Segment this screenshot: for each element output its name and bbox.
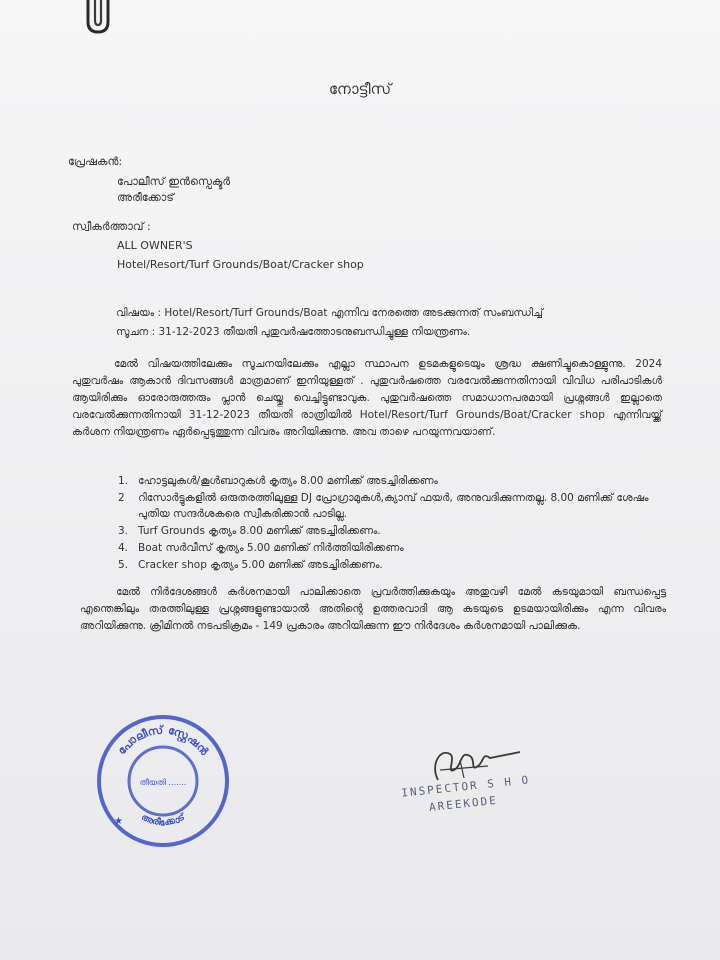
to-line1: ALL OWNER'S bbox=[117, 239, 193, 252]
list-item-text: ഹോട്ടലുകൾ/കൂൾബാറുകൾ കൃത്യം 8.00 മണിക്ക് അടച്ചിരിക്കണം bbox=[138, 475, 438, 487]
list-item bbox=[118, 523, 658, 539]
list-item bbox=[118, 490, 658, 522]
from-label: പ്രേഷകൻ: bbox=[68, 155, 123, 168]
rules-list bbox=[118, 473, 658, 574]
body-paragraph-2: മേൽ നിർദേശങ്ങൾ കർശനമായി പാലിക്കാതെ പ്രവർത്തിക്കുകയും അതുവഴി മേൽ കടയുമായി ബന്ധപ്പെട്ട എന്തെങ്കിലും തരത്തിലുള്ള പ്രശ്നങ്ങളുണ്ടായാൽ അതിന്റെ ഉത്തരവാദി ആ കടയുടെ ഉടമയായിരിക്കും എന്ന വിവരം അറിയിക്കുന്നു. ക്രിമിനൽ നടപടിക്രമം - 149 പ്രകാരം അറിയിക്കുന്ന ഈ നിർദേശം കർശനമായി പാലിക്കുക. bbox=[80, 586, 666, 632]
to-line2: Hotel/Resort/Turf Grounds/Boat/Cracker shop bbox=[117, 258, 364, 271]
subject-line: വിഷയം : Hotel/Resort/Turf Grounds/Boat എന്നിവ നേരത്തെ അടക്കുന്നത് സംബന്ധിച്ച് bbox=[116, 307, 543, 319]
svg-text:അരീക്കോട് bbox=[140, 811, 189, 829]
signature-line-2: AREEKODE bbox=[428, 793, 499, 814]
list-item-text: Cracker shop കൃത്യം 5.00 മണിക്ക് അടച്ചിരിക്കണം. bbox=[138, 559, 383, 571]
list-item bbox=[118, 557, 658, 573]
from-line2: അരീക്കോട് bbox=[117, 191, 174, 204]
signature-line-1: INSPECTOR S H O bbox=[400, 773, 531, 800]
list-item-number: 4. bbox=[118, 542, 129, 554]
list-item-text: Turf Grounds കൃത്യം 8.00 മണിക്ക് അടച്ചിരിക്കണം. bbox=[138, 525, 381, 537]
list-item-number: 3. bbox=[118, 525, 129, 537]
to-block bbox=[72, 219, 632, 273]
seal-text-top: പോലീസ് സ്റ്റേഷൻ bbox=[115, 723, 211, 758]
seal-text-bottom: അരീക്കോട് bbox=[139, 812, 187, 829]
body-paragraph-1: മേൽ വിഷയത്തിലേക്കും സൂചനയിലേക്കും എല്ലാ സ്ഥാപന ഉടമകളുടെയും ശ്രദ്ധ ക്ഷണിച്ചുകൊള്ളുന്നു. 2024 പുതുവർഷം ആകാൻ ദിവസങ്ങൾ മാത്രമാണ് ഇനിയുള്ളത് . പുതുവർഷത്തെ വരവേൽക്കുന്നതിനായി വിവിധ പരിപാടികൾ ആയിരിക്കും ഓരോരുത്തരും പ്ലാൻ ചെയ്തു വെച്ചിട്ടുണ്ടാവുക. പുതുവർഷത്തെ സമാധാനപരമായി പ്രശ്നങ്ങൾ ഇല്ലാതെ വരവേൽക്കുന്നതിനായി 31-12-2023 തീയതി രാത്രിയിൽ Hotel/Resort/Turf Grounds/Boat/Cracker shop എന്നിവയ്ക്ക് കർശന നിയന്ത്രണം ഏർപ്പെടുത്തുന്ന വിവരം അറിയിക്കുന്നു. അവ താഴെ പറയുന്നവയാണ്. bbox=[72, 358, 662, 438]
seal-text-center: തീയതി ....... bbox=[139, 778, 187, 787]
list-item bbox=[118, 473, 658, 489]
svg-text:★: ★ bbox=[114, 816, 123, 827]
list-item-text: Boat സർവീസ് കൃത്യം 5.00 മണിക്ക് നിർത്തിയിരിക്കണം bbox=[138, 542, 404, 554]
paper-clip-icon bbox=[82, 0, 114, 36]
reference-line: സൂചന : 31-12-2023 തീയതി പുതുവർഷത്തോടനുബന്ധിച്ചുള്ള നിയന്ത്രണം. bbox=[116, 326, 471, 338]
list-item-number: 5. bbox=[118, 559, 129, 571]
notice-title: നോട്ടീസ് bbox=[328, 80, 392, 98]
list-item-number: 2 bbox=[118, 492, 125, 504]
to-label: സ്വീകർത്താവ് : bbox=[72, 220, 151, 233]
list-item-number: 1. bbox=[118, 475, 129, 487]
list-item bbox=[118, 540, 658, 556]
subject-block bbox=[116, 305, 686, 340]
list-item-text: റിസോർട്ടുകളിൽ ഒരുതരത്തിലുള്ള DJ പ്രോഗ്രാമുകൾ,ക്യാമ്പ് ഫയർ, അനുവദിക്കുന്നതല്ല. 8.00 മണിക്ക് ശേഷം പുതിയ സന്ദർശകരെ സ്വീകരിക്കാൻ പാടില്ല. bbox=[138, 492, 649, 520]
from-block bbox=[68, 154, 468, 206]
police-seal-icon bbox=[94, 712, 232, 850]
from-line1: പോലീസ് ഇൻസ്പെക്ടർ bbox=[117, 175, 231, 188]
